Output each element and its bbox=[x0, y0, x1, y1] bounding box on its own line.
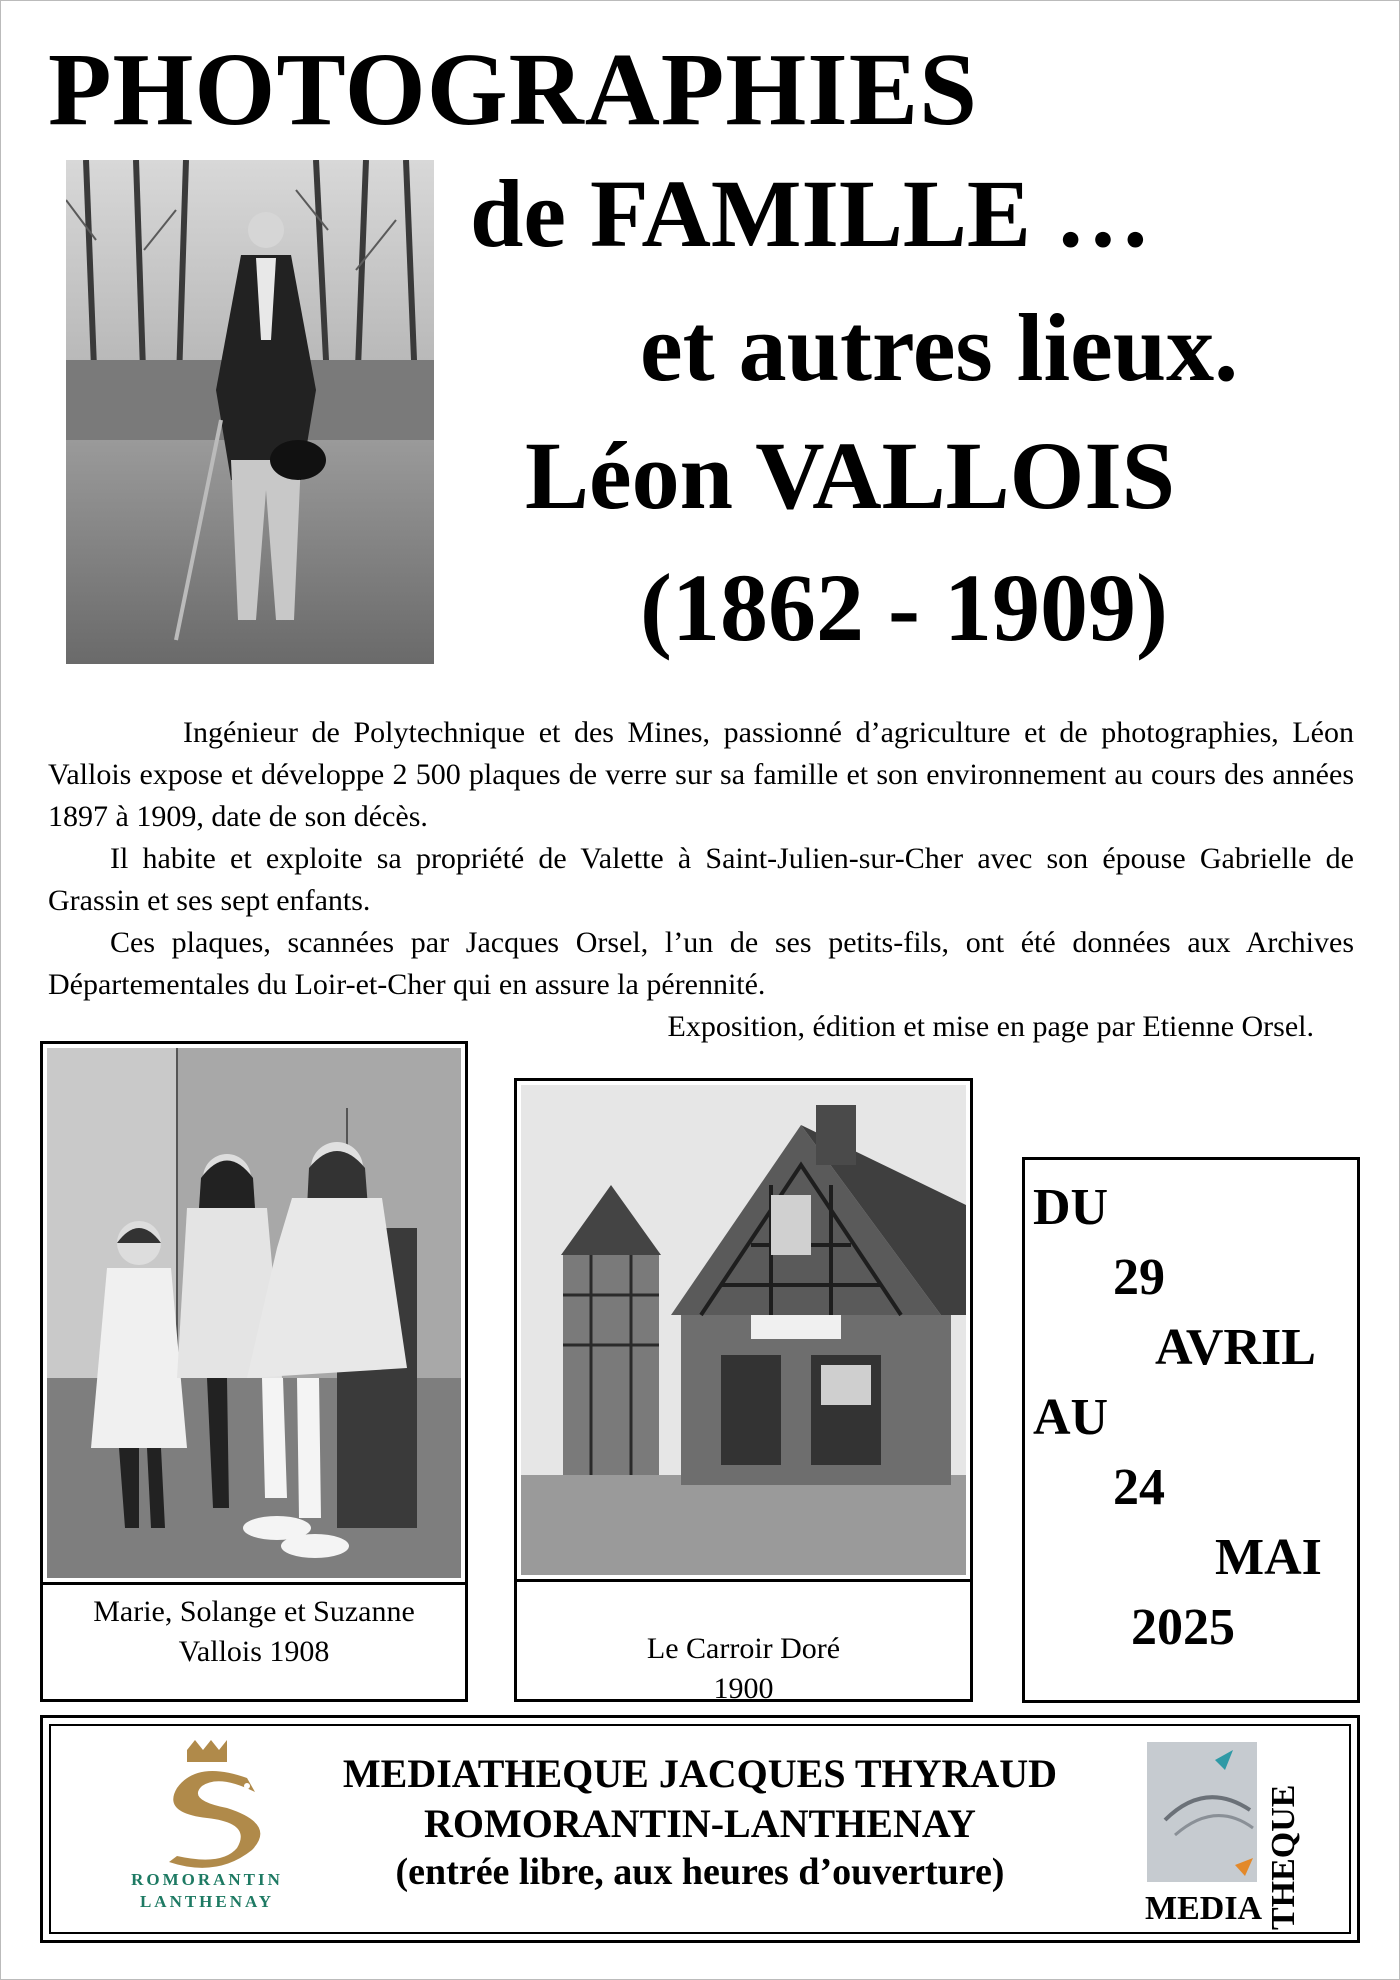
date-year: 2025 bbox=[1131, 1599, 1235, 1656]
photo-box-girls-divider bbox=[43, 1582, 465, 1585]
title-line-3: et autres lieux. bbox=[640, 294, 1239, 401]
title-line-5: (1862 - 1909) bbox=[640, 554, 1168, 661]
logo-left-line-2: LANTHENAY bbox=[139, 1892, 275, 1911]
logo-right-theque: THEQUE bbox=[1265, 1784, 1302, 1930]
logo-right-media: MEDIA bbox=[1145, 1890, 1263, 1927]
date-end-month: MAI bbox=[1215, 1529, 1322, 1586]
carroir-caption bbox=[517, 1629, 970, 1709]
photo-box-carroir-divider bbox=[517, 1579, 970, 1582]
girls-caption-line-1: Marie, Solange et Suzanne bbox=[93, 1595, 415, 1628]
footer-line-3: (entrée libre, aux heures d’ouverture) bbox=[395, 1851, 1005, 1893]
intro-paragraph-2: Il habite et exploite sa propriété de Valette à Saint-Julien-sur-Cher avec son épouse Gabrielle de Grassin et ses sept enfants. bbox=[48, 842, 1354, 917]
intro-text bbox=[48, 712, 1354, 1048]
title-line-2: de FAMILLE … bbox=[470, 160, 1151, 267]
title-line-4: Léon VALLOIS bbox=[525, 422, 1176, 529]
girls-caption-line-2: Vallois 1908 bbox=[178, 1635, 330, 1668]
girls-photo bbox=[47, 1048, 461, 1578]
date-start-month: AVRIL bbox=[1155, 1319, 1316, 1376]
carroir-caption-line-2: 1900 bbox=[713, 1672, 774, 1705]
dates-box bbox=[1022, 1157, 1360, 1703]
photo-box-girls bbox=[40, 1041, 468, 1702]
portrait-photo bbox=[66, 160, 434, 664]
footer-line-1: MEDIATHEQUE JACQUES THYRAUD bbox=[342, 1751, 1058, 1796]
intro-credit: Exposition, édition et mise en page par Etienne Orsel. bbox=[667, 1010, 1314, 1043]
carroir-caption-line-1: Le Carroir Doré bbox=[646, 1632, 841, 1665]
footer-box bbox=[40, 1715, 1360, 1943]
intro-paragraph-3: Ces plaques, scannées par Jacques Orsel, l’un de ses petits-fils, ont été données aux Archives Départementales du Loir-et-Cher qui en assure la pérennité. bbox=[48, 926, 1354, 1001]
mediatheque-logo bbox=[1145, 1740, 1305, 1930]
logo-left-line-1: ROMORANTIN bbox=[131, 1870, 283, 1889]
date-du: DU bbox=[1033, 1179, 1109, 1236]
intro-paragraph-1: Ingénieur de Polytechnique et des Mines, passionné d’agriculture et de photographies, Léon Vallois expose et développe 2 500 plaques de verre sur sa famille et son environnement au cours des années 1897 à 1909, date de son décès. bbox=[48, 716, 1354, 833]
photo-box-carroir bbox=[514, 1078, 973, 1705]
date-au: AU bbox=[1033, 1389, 1109, 1446]
mediatheque-emblem-icon bbox=[1145, 1740, 1265, 1890]
footer-line-2: ROMORANTIN-LANTHENAY bbox=[424, 1801, 976, 1846]
date-start-day: 29 bbox=[1113, 1249, 1165, 1306]
date-end-day: 24 bbox=[1113, 1459, 1165, 1516]
title-line-1: PHOTOGRAPHIES bbox=[48, 32, 978, 147]
carroir-photo bbox=[521, 1085, 966, 1575]
girls-caption bbox=[43, 1592, 465, 1672]
